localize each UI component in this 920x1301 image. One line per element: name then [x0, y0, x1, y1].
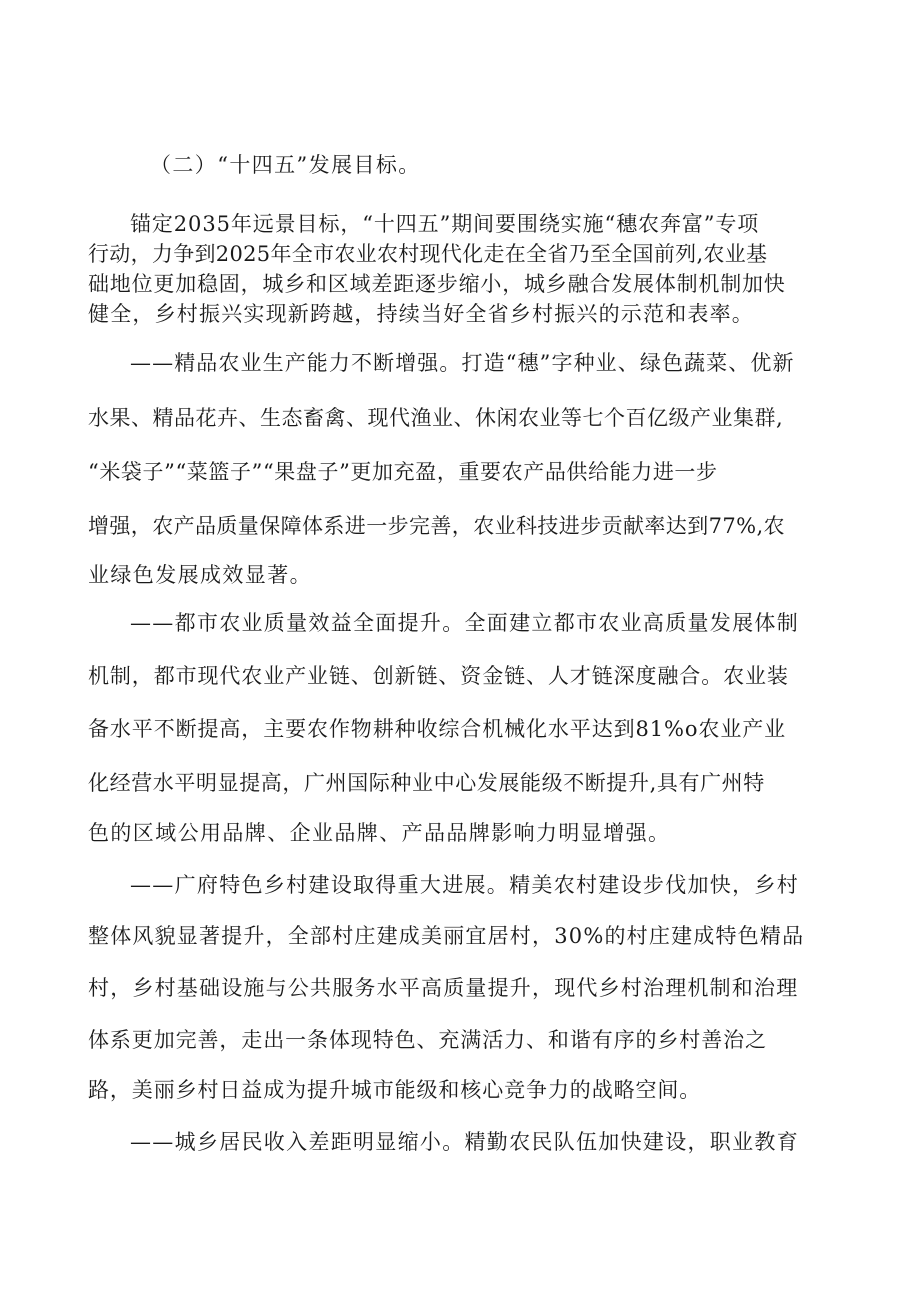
intro-line-4: 健全，乡村振兴实现新跨越，持续当好全省乡村振兴的示范和表率。 — [88, 302, 754, 326]
goal1-line-5: 业绿色发展成效显著。 — [88, 563, 312, 587]
goal2-line-2: 机制，都市现代农业产业链、创新链、资金链、人才链深度融合。农业装 — [88, 664, 789, 688]
intro-line-3: 础地位更加稳固，城乡和区域差距逐步缩小，城乡融合发展体制机制加快 — [88, 272, 786, 296]
intro-line-2: 行动，力争到2025年全市农业农村现代化走在全省乃至全国前列,农业基 — [88, 242, 768, 266]
goal3-line-4: 体系更加完善，走出一条体现特色、充满活力、和谐有序的乡村善治之 — [88, 1028, 767, 1052]
goal1-line-1: ——精品农业生产能力不断增强。打造“穗”字种业、绿色蔬菜、优新 — [130, 351, 795, 375]
goal3-line-1: ——广府特色乡村建设取得重大进展。精美农村建设步伐加快，乡村 — [130, 873, 799, 897]
goal1-line-4: 增强，农产品质量保障体系进一步完善，农业科技进步贡献率达到77%,农 — [88, 514, 785, 538]
goal2-line-4: 化经营水平明显提高，广州国际种业中心发展能级不断提升,具有广州特 — [88, 771, 765, 795]
goal2-line-5: 色的区域公用品牌、企业品牌、产品品牌影响力明显增强。 — [88, 821, 671, 845]
goal1-line-2: 水果、精品花卉、生态畜禽、现代渔业、休闲农业等七个百亿级产业集群, — [88, 406, 784, 430]
section-heading: （二）“十四五”发展目标。 — [150, 153, 421, 177]
goal2-line-3: 备水平不断提高，主要农作物耕种收综合机械化水平达到81%o农业产业 — [88, 717, 787, 741]
goal3-line-2: 整体风貌显著提升，全部村庄建成美丽宜居村，30%的村庄建成特色精品 — [88, 924, 805, 948]
goal1-line-3: “米袋子”“菜篮子”“果盘子”更加充盈，重要农产品供给能力进一步 — [88, 460, 718, 484]
intro-line-1: 锚定2035年远景目标，“十四五”期间要围绕实施“穗农奔富”专项 — [130, 212, 760, 236]
goal2-line-1: ——都市农业质量效益全面提升。全面建立都市农业高质量发展体制 — [130, 611, 799, 635]
goal4-line-1: ——城乡居民收入差距明显缩小。精勤农民队伍加快建设，职业教育 — [130, 1130, 799, 1154]
goal3-line-3: 村，乡村基础设施与公共服务水平高质量提升，现代乡村治理机制和治理 — [88, 976, 799, 1000]
goal3-line-5: 路，美丽乡村日益成为提升城市能级和核心竞争力的战略空间。 — [88, 1078, 702, 1102]
